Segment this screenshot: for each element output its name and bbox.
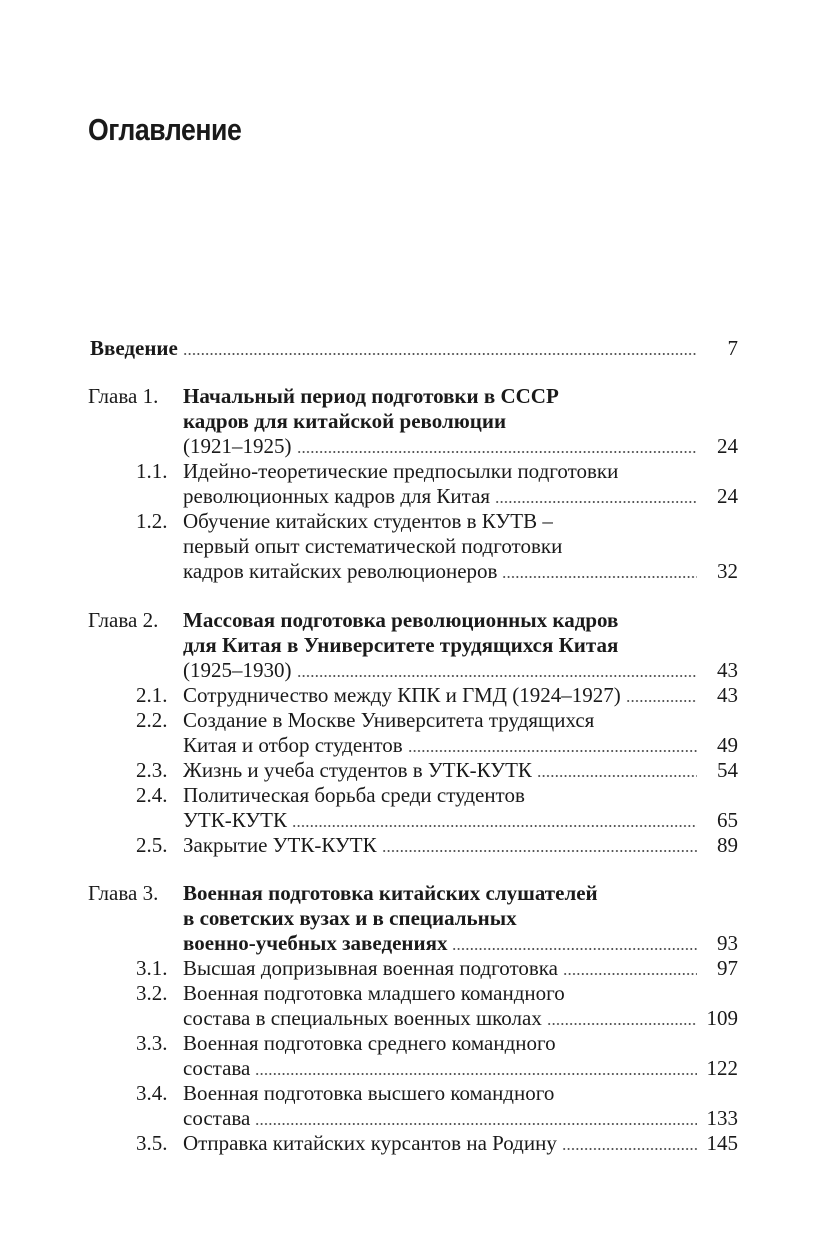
leader-dots [183,353,697,355]
toc-entry-text: УТК-КУТК [183,808,287,832]
page-number: 133 [706,1106,738,1130]
page-number: 97 [717,956,738,980]
section-number: 3.2. [136,981,168,1005]
leader-dots [502,576,697,578]
toc-line [0,758,827,783]
leader-dots [255,1073,697,1075]
toc-line [0,384,827,409]
toc-entry-text: революционных кадров для Китая [183,484,491,508]
toc-line [0,733,827,758]
toc-line [0,783,827,808]
leader-dots [297,451,697,453]
page-number: 93 [717,931,738,955]
toc-line [0,608,827,633]
page-title: Оглавление [88,112,242,147]
toc-entry-text: Создание в Москве Университета трудящихся [183,708,595,732]
toc-entry-text: Военная подготовка высшего командного [183,1081,555,1105]
toc-line [0,484,827,509]
toc-entry-text: состава [183,1056,251,1080]
page-number: 43 [717,658,738,682]
page-number: 122 [706,1056,738,1080]
toc-entry-text: Военная подготовка младшего командного [183,981,565,1005]
toc-line [0,1081,827,1106]
section-number: 2.3. [136,758,168,782]
section-number: 1.1. [136,459,168,483]
toc-entry-text: (1925–1930) [183,658,292,682]
page-number: 109 [706,1006,738,1030]
leader-dots [626,700,697,702]
section-number: 2.2. [136,708,168,732]
page-number: 49 [717,733,738,757]
leader-dots [452,948,697,950]
toc-entry-text: кадров для китайской революции [183,409,507,433]
toc-line [0,981,827,1006]
toc-line [0,1006,827,1031]
section-number: 2.1. [136,683,168,707]
toc-line [0,658,827,683]
toc-line [0,1056,827,1081]
toc-line [0,633,827,658]
toc-line [0,459,827,484]
toc-entry-text: Военная подготовка среднего командного [183,1031,556,1055]
leader-dots [563,973,697,975]
page-number: 65 [717,808,738,832]
section-number: 1.2. [136,509,168,533]
toc-entry-text: Обучение китайских студентов в КУТВ – [183,509,553,533]
toc-line [0,906,827,931]
toc-line [0,509,827,534]
toc-line [0,559,827,584]
toc-entry-text: Политическая борьба среди студентов [183,783,525,807]
toc-entry-text: кадров китайских революционеров [183,559,498,583]
toc-entry-text: первый опыт систематической подготовки [183,534,563,558]
toc-entry-text: Отправка китайских курсантов на Родину [183,1131,557,1155]
toc-line [0,1131,827,1156]
page-number: 32 [717,559,738,583]
toc-line [0,336,827,361]
chapter-label: Глава 3. [88,881,159,905]
chapter-label: Глава 2. [88,608,159,632]
toc-entry-text: (1921–1925) [183,434,292,458]
leader-dots [562,1148,697,1150]
leader-dots [408,750,697,752]
toc-entry-text: Жизнь и учеба студентов в УТК-КУТК [183,758,532,782]
toc-entry-text: состава в специальных военных школах [183,1006,542,1030]
toc-line [0,1106,827,1131]
toc-entry-text: Массовая подготовка революционных кадров [183,608,619,632]
page-number: 145 [706,1131,738,1155]
chapter-label: Глава 1. [88,384,159,408]
toc-entry-text: военно-учебных заведениях [183,931,448,955]
page-number: 24 [717,434,738,458]
toc-entry-text: для Китая в Университете трудящихся Китая [183,633,619,657]
leader-dots [495,501,697,503]
toc-line [0,534,827,559]
toc-line [0,833,827,858]
toc-line [0,881,827,906]
toc-entry-text: Начальный период подготовки в СССР [183,384,559,408]
toc-entry-text: Введение [90,336,178,360]
toc-entry-text: состава [183,1106,251,1130]
toc-entry-text: Военная подготовка китайских слушателей [183,881,598,905]
toc-line [0,434,827,459]
toc-entry-text: Высшая допризывная военная подготовка [183,956,558,980]
page-number: 24 [717,484,738,508]
section-number: 3.1. [136,956,168,980]
toc-line [0,683,827,708]
toc-line [0,1031,827,1056]
leader-dots [547,1023,697,1025]
toc-entry-text: Китая и отбор студентов [183,733,403,757]
leader-dots [537,775,697,777]
toc-line [0,708,827,733]
leader-dots [382,850,697,852]
section-number: 3.4. [136,1081,168,1105]
page-number: 43 [717,683,738,707]
leader-dots [292,825,697,827]
leader-dots [297,675,697,677]
section-number: 3.5. [136,1131,168,1155]
toc-line [0,808,827,833]
page-number: 7 [727,336,738,360]
toc-line [0,956,827,981]
toc-line [0,409,827,434]
section-number: 2.5. [136,833,168,857]
toc-line [0,931,827,956]
leader-dots [255,1123,697,1125]
toc-entry-text: Идейно-теоретические предпосылки подготовки [183,459,619,483]
section-number: 3.3. [136,1031,168,1055]
page-number: 89 [717,833,738,857]
section-number: 2.4. [136,783,168,807]
toc-entry-text: в советских вузах и в специальных [183,906,517,930]
page-number: 54 [717,758,738,782]
toc-entry-text: Сотрудничество между КПК и ГМД (1924–1927) [183,683,621,707]
toc-entry-text: Закрытие УТК-КУТК [183,833,377,857]
